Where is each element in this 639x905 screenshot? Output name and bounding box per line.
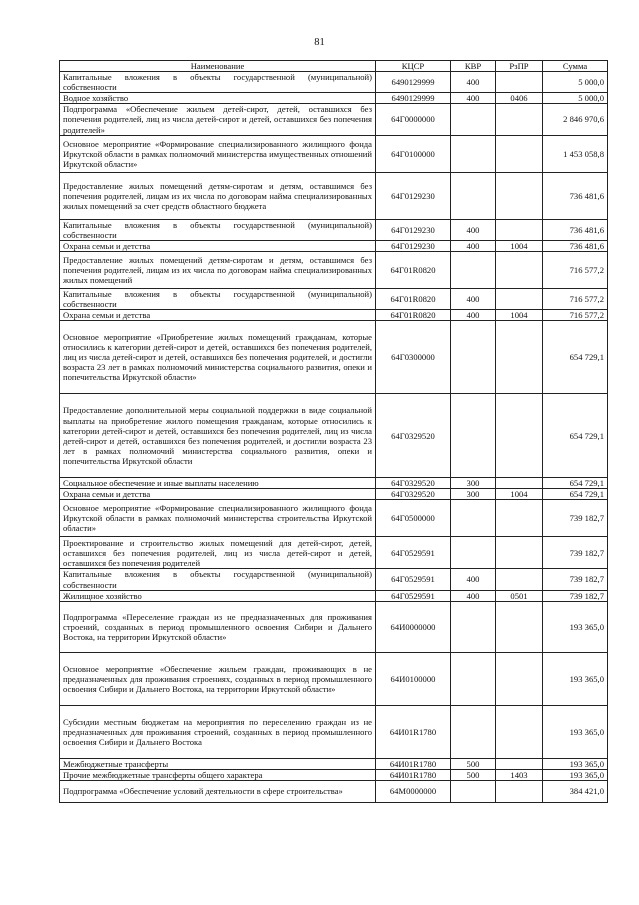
row-kcsr: 64И01R1780 [376,758,451,769]
row-rzpr [496,537,543,569]
table-row [60,310,608,321]
table-row [60,500,608,537]
row-kcsr: 6490129999 [376,72,451,93]
row-sum: 654 729,1 [543,489,608,500]
row-name: Охрана семьи и детства [60,310,376,321]
row-kvr: 500 [451,758,496,769]
row-kcsr: 64Г0129230 [376,172,451,219]
row-name: Субсидии местным бюджетам на мероприятия по переселению граждан из не предназначенных для проживания строений, созданных в период промышленного освоения Сибири и Дальнего Востока [60,705,376,758]
row-name: Капитальные вложения в объекты государственной (муниципальной) собственности [60,219,376,240]
row-rzpr [496,758,543,769]
table-row [60,288,608,309]
row-kvr [451,500,496,537]
row-kvr: 500 [451,769,496,780]
row-kcsr: 64Г0000000 [376,104,451,135]
row-name: Основное мероприятие «Формирование специализированного жилищного фонда Иркутской области в рамках полномочий министерства строительства Иркутской области» [60,500,376,537]
row-rzpr [496,601,543,652]
row-name: Водное хозяйство [60,93,376,104]
row-rzpr [496,104,543,135]
row-rzpr [496,569,543,590]
row-sum: 193 365,0 [543,652,608,705]
row-sum: 5 000,0 [543,93,608,104]
row-sum: 716 577,2 [543,288,608,309]
row-kvr [451,394,496,478]
table-row [60,780,608,802]
row-kvr: 300 [451,489,496,500]
row-kvr: 400 [451,72,496,93]
table-row [60,240,608,251]
table-row [60,104,608,135]
row-sum: 654 729,1 [543,394,608,478]
row-kcsr: 64И01R1780 [376,769,451,780]
row-sum: 716 577,2 [543,310,608,321]
table-row [60,394,608,478]
row-name: Социальное обеспечение и иные выплаты населению [60,478,376,489]
row-kvr: 400 [451,590,496,601]
row-kcsr: 64Г01R0820 [376,288,451,309]
row-kvr [451,780,496,802]
row-sum: 5 000,0 [543,72,608,93]
row-kcsr: 64Г01R0820 [376,251,451,288]
row-name: Предоставление дополнительной меры социальной поддержки в виде социальной выплаты на приобретение жилого помещения гражданам, которые относились к категории детей-сирот и детей, оставшихся без попечения родителей, лиц из числа детей-сирот и детей, оставшихся без попечения родителей, и достигли возраста 23 лет в рамках полномочий министерства социального развития, опеки и попечительства Иркутской области [60,394,376,478]
row-rzpr: 0406 [496,93,543,104]
row-kvr: 400 [451,569,496,590]
row-rzpr [496,780,543,802]
row-rzpr: 1004 [496,240,543,251]
row-sum: 384 421,0 [543,780,608,802]
row-sum: 193 365,0 [543,769,608,780]
table-row [60,489,608,500]
row-rzpr [496,321,543,394]
table-row [60,172,608,219]
table-row [60,478,608,489]
row-rzpr: 1004 [496,489,543,500]
table-row [60,705,608,758]
row-kvr: 300 [451,478,496,489]
row-kcsr: 64И0000000 [376,601,451,652]
row-kcsr: 64Г01R0820 [376,310,451,321]
row-sum: 193 365,0 [543,601,608,652]
row-name: Основное мероприятие «Обеспечение жильем граждан, проживающих в не предназначенных для проживания строениях, созданных в период промышленного освоения Сибири и Дальнего Востока, на территории Иркутской области» [60,652,376,705]
row-kcsr: 64Г0329520 [376,478,451,489]
row-kvr: 400 [451,93,496,104]
row-rzpr [496,478,543,489]
table-row [60,590,608,601]
row-name: Проектирование и строительство жилых помещений для детей-сирот, детей, оставшихся без попечения родителей, лиц из числа детей-сирот и детей, оставшихся без попечения родителей [60,537,376,569]
budget-table [59,60,608,803]
row-kvr [451,652,496,705]
row-rzpr: 0501 [496,590,543,601]
row-kvr [451,251,496,288]
table-row [60,219,608,240]
row-kvr: 400 [451,219,496,240]
table-row [60,321,608,394]
row-kvr [451,172,496,219]
table-row [60,769,608,780]
row-kcsr: 64Г0529591 [376,537,451,569]
row-sum: 739 182,7 [543,537,608,569]
row-kcsr: 64Г0100000 [376,135,451,172]
row-kcsr: 64Г0300000 [376,321,451,394]
header-rzpr: РзПР [496,61,543,72]
row-rzpr [496,288,543,309]
row-rzpr [496,500,543,537]
row-name: Охрана семьи и детства [60,489,376,500]
row-name: Прочие межбюджетные трансферты общего характера [60,769,376,780]
row-kcsr: 64Г0129230 [376,219,451,240]
row-sum: 193 365,0 [543,758,608,769]
row-kvr: 400 [451,240,496,251]
row-name: Капитальные вложения в объекты государственной (муниципальной) собственности [60,569,376,590]
row-kcsr: 64И01R1780 [376,705,451,758]
row-name: Подпрограмма «Переселение граждан из не предназначенных для проживания строений, созданных в период промышленного освоения Сибири и Дальнего Востока, на территории Иркутской области» [60,601,376,652]
row-sum: 739 182,7 [543,500,608,537]
row-name: Капитальные вложения в объекты государственной (муниципальной) собственности [60,288,376,309]
page-number: 81 [314,37,325,48]
row-kcsr: 64Г0529591 [376,569,451,590]
row-name: Капитальные вложения в объекты государственной (муниципальной) собственности [60,72,376,93]
row-kvr: 400 [451,288,496,309]
header-name: Наименование [60,61,376,72]
row-rzpr [496,172,543,219]
row-sum: 736 481,6 [543,219,608,240]
row-kcsr: 6490129999 [376,93,451,104]
row-kvr [451,135,496,172]
row-rzpr [496,705,543,758]
row-kcsr: 64Г0500000 [376,500,451,537]
table-row [60,758,608,769]
table-row [60,72,608,93]
row-kvr [451,537,496,569]
row-sum: 739 182,7 [543,569,608,590]
row-kcsr: 64Г0529591 [376,590,451,601]
row-kvr [451,321,496,394]
row-sum: 654 729,1 [543,478,608,489]
row-sum: 736 481,6 [543,240,608,251]
table-row [60,93,608,104]
row-name: Предоставление жилых помещений детям-сиротам и детям, оставшимся без попечения родителей, лицам из их числа по договорам найма специализированных жилых помещений за счет средств областного бюджета [60,172,376,219]
row-name: Подпрограмма «Обеспечение жильем детей-сирот, детей, оставшихся без попечения родителей, лиц из числа детей-сирот и детей, оставшихся без попечения родителей» [60,104,376,135]
row-rzpr [496,394,543,478]
table-row [60,135,608,172]
row-rzpr: 1403 [496,769,543,780]
row-rzpr [496,72,543,93]
row-name: Предоставление жилых помещений детям-сиротам и детям, оставшимся без попечения родителей, лицам из их числа по договорам найма специализированных жилых помещений [60,251,376,288]
row-kvr [451,705,496,758]
table-row [60,251,608,288]
row-name: Межбюджетные трансферты [60,758,376,769]
row-kvr [451,104,496,135]
row-kvr [451,601,496,652]
row-sum: 736 481,6 [543,172,608,219]
row-rzpr [496,251,543,288]
row-kcsr: 64Г0329520 [376,394,451,478]
table-header-row [60,61,608,72]
table-row [60,652,608,705]
row-sum: 2 846 970,6 [543,104,608,135]
row-name: Основное мероприятие «Формирование специализированного жилищного фонда Иркутской области в рамках полномочий министерства имущественных отношений Иркутской области» [60,135,376,172]
row-kcsr: 64Г0329520 [376,489,451,500]
row-sum: 739 182,7 [543,590,608,601]
row-sum: 1 453 058,8 [543,135,608,172]
row-rzpr [496,135,543,172]
row-kcsr: 64И0100000 [376,652,451,705]
row-rzpr: 1004 [496,310,543,321]
row-rzpr [496,652,543,705]
header-kcsr: КЦСР [376,61,451,72]
table-body [60,72,608,803]
row-kcsr: 64М0000000 [376,780,451,802]
table-row [60,601,608,652]
row-name: Основное мероприятие «Приобретение жилых помещений гражданам, которые относились к категории детей-сирот и детей, оставшихся без попечения родителей, лиц из числа детей-сирот и детей, оставшихся без попечения родителей, и достигли возраста 23 лет в рамках полномочий министерства социального развития, опеки и попечительства Иркутской области» [60,321,376,394]
row-rzpr [496,219,543,240]
header-kvr: КВР [451,61,496,72]
row-kcsr: 64Г0129230 [376,240,451,251]
table-row [60,537,608,569]
row-sum: 193 365,0 [543,705,608,758]
row-name: Подпрограмма «Обеспечение условий деятельности в сфере строительства» [60,780,376,802]
row-sum: 654 729,1 [543,321,608,394]
header-sum: Сумма [543,61,608,72]
table-row [60,569,608,590]
row-name: Жилищное хозяйство [60,590,376,601]
row-name: Охрана семьи и детства [60,240,376,251]
row-kvr: 400 [451,310,496,321]
row-sum: 716 577,2 [543,251,608,288]
